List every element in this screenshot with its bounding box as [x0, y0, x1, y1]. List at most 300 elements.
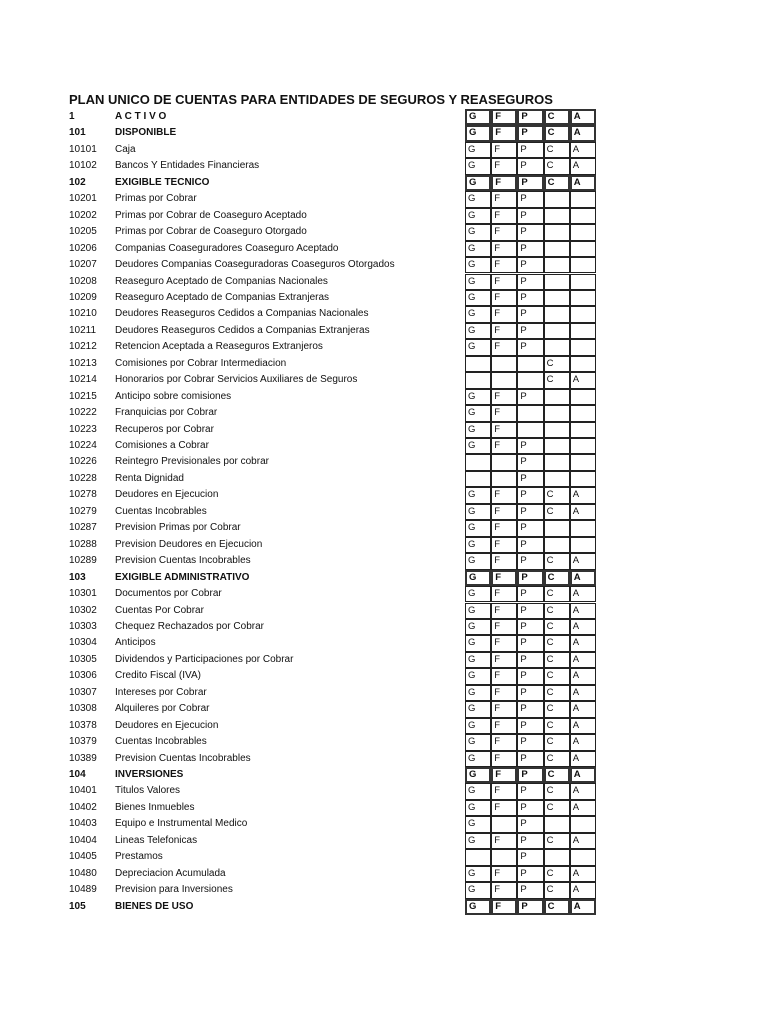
account-name: Caja — [115, 143, 136, 155]
flag-cell: A — [570, 899, 596, 915]
table-row — [0, 619, 768, 635]
flag-cell: G — [465, 816, 491, 832]
flag-cell: G — [465, 899, 491, 915]
flag-cell: P — [517, 487, 543, 503]
flag-cell — [491, 849, 517, 865]
flag-cell: G — [465, 257, 491, 273]
account-code: 10302 — [69, 604, 97, 616]
account-name: Reintegro Previsionales por cobrar — [115, 456, 269, 468]
account-code: 10305 — [69, 653, 97, 665]
flag-cell: P — [517, 224, 543, 240]
flag-cell: G — [465, 668, 491, 684]
table-row — [0, 833, 768, 849]
flag-cell: G — [465, 125, 491, 141]
account-code: 10404 — [69, 834, 97, 846]
flag-cell: P — [517, 635, 543, 651]
flag-cell: P — [517, 274, 543, 290]
account-code: 10403 — [69, 818, 97, 830]
flag-cell: C — [544, 833, 570, 849]
flag-cell: C — [544, 882, 570, 898]
flag-cell — [544, 438, 570, 454]
account-code: 10278 — [69, 489, 97, 501]
flag-cell: F — [491, 125, 517, 141]
flag-cell: C — [544, 734, 570, 750]
flag-cell: A — [570, 553, 596, 569]
account-name: Deudores Reaseguros Cedidos a Companias Extranjeras — [115, 324, 370, 336]
flag-cell — [570, 306, 596, 322]
account-name: Lineas Telefonicas — [115, 834, 198, 846]
entity-flags — [465, 570, 596, 586]
flag-cell: F — [491, 537, 517, 553]
flag-cell: G — [465, 241, 491, 257]
table-row — [0, 635, 768, 651]
table-row — [0, 257, 768, 273]
flag-cell: G — [465, 389, 491, 405]
table-row — [0, 158, 768, 174]
account-code: 10212 — [69, 341, 97, 353]
flag-cell: A — [570, 767, 596, 783]
flag-cell: G — [465, 701, 491, 717]
table-row — [0, 882, 768, 898]
flag-cell: P — [517, 504, 543, 520]
entity-flags — [465, 487, 596, 503]
account-code: 105 — [69, 900, 86, 912]
entity-flags — [465, 603, 596, 619]
flag-cell: P — [517, 257, 543, 273]
entity-flags — [465, 389, 596, 405]
flag-cell — [570, 290, 596, 306]
table-row — [0, 125, 768, 141]
flag-cell — [570, 274, 596, 290]
flag-cell: A — [570, 701, 596, 717]
account-code: 102 — [69, 176, 86, 188]
entity-flags — [465, 520, 596, 536]
account-code: 10287 — [69, 522, 97, 534]
flag-cell: P — [517, 668, 543, 684]
table-row — [0, 685, 768, 701]
flag-cell: G — [465, 422, 491, 438]
account-name: Renta Dignidad — [115, 472, 184, 484]
table-row — [0, 800, 768, 816]
flag-cell: C — [544, 586, 570, 602]
flag-cell: G — [465, 339, 491, 355]
table-row — [0, 487, 768, 503]
flag-cell: F — [491, 158, 517, 174]
flag-cell: P — [517, 125, 543, 141]
flag-cell: A — [570, 652, 596, 668]
flag-cell: G — [465, 603, 491, 619]
flag-cell: P — [517, 767, 543, 783]
flag-cell: G — [465, 438, 491, 454]
table-row — [0, 849, 768, 865]
flag-cell — [491, 454, 517, 470]
account-name: Prevision Deudores en Ejecucion — [115, 538, 263, 550]
account-name: EXIGIBLE ADMINISTRATIVO — [115, 571, 250, 583]
table-row — [0, 783, 768, 799]
flag-cell: F — [491, 290, 517, 306]
entity-flags — [465, 553, 596, 569]
table-row — [0, 389, 768, 405]
flag-cell: F — [491, 109, 517, 125]
account-code: 10489 — [69, 884, 97, 896]
table-row — [0, 570, 768, 586]
flag-cell: P — [517, 800, 543, 816]
account-code: 10222 — [69, 407, 97, 419]
flag-cell: P — [517, 570, 543, 586]
account-code: 10279 — [69, 505, 97, 517]
flag-cell: A — [570, 158, 596, 174]
account-code: 10226 — [69, 456, 97, 468]
flag-cell: P — [517, 685, 543, 701]
entity-flags — [465, 800, 596, 816]
account-code: 10228 — [69, 472, 97, 484]
account-name: Deudores en Ejecucion — [115, 489, 219, 501]
flag-cell: P — [517, 833, 543, 849]
flag-cell — [570, 323, 596, 339]
flag-cell: G — [465, 718, 491, 734]
entity-flags — [465, 849, 596, 865]
flag-cell: P — [517, 109, 543, 125]
flag-cell: F — [491, 520, 517, 536]
flag-cell: A — [570, 734, 596, 750]
entity-flags — [465, 208, 596, 224]
flag-cell — [517, 422, 543, 438]
flag-cell: C — [544, 158, 570, 174]
flag-cell: F — [491, 323, 517, 339]
flag-cell: G — [465, 323, 491, 339]
flag-cell: G — [465, 751, 491, 767]
account-name: DISPONIBLE — [115, 127, 177, 139]
flag-cell: P — [517, 783, 543, 799]
flag-cell — [544, 520, 570, 536]
flag-cell: F — [491, 899, 517, 915]
flag-cell: A — [570, 586, 596, 602]
flag-cell: F — [491, 833, 517, 849]
entity-flags — [465, 504, 596, 520]
account-name: Honorarios por Cobrar Servicios Auxiliares de Seguros — [115, 374, 358, 386]
account-name: Comisiones por Cobrar Intermediacion — [115, 357, 287, 369]
account-name: Franquicias por Cobrar — [115, 407, 218, 419]
flag-cell: F — [491, 274, 517, 290]
flag-cell: P — [517, 191, 543, 207]
entity-flags — [465, 241, 596, 257]
entity-flags — [465, 783, 596, 799]
flag-cell: G — [465, 158, 491, 174]
flag-cell — [570, 389, 596, 405]
flag-cell: C — [544, 635, 570, 651]
flag-cell: C — [544, 685, 570, 701]
flag-cell: F — [491, 800, 517, 816]
account-name: Primas por Cobrar — [115, 193, 197, 205]
flag-cell — [570, 849, 596, 865]
flag-cell: F — [491, 701, 517, 717]
flag-cell: P — [517, 619, 543, 635]
flag-cell — [570, 520, 596, 536]
account-name: Alquileres por Cobrar — [115, 703, 210, 715]
flag-cell: C — [544, 603, 570, 619]
table-row — [0, 751, 768, 767]
flag-cell — [544, 323, 570, 339]
table-row — [0, 718, 768, 734]
flag-cell: P — [517, 866, 543, 882]
flag-cell: G — [465, 800, 491, 816]
account-code: 101 — [69, 127, 86, 139]
entity-flags — [465, 652, 596, 668]
flag-cell: C — [544, 652, 570, 668]
flag-cell: P — [517, 142, 543, 158]
flag-cell: G — [465, 882, 491, 898]
entity-flags — [465, 882, 596, 898]
flag-cell: P — [517, 652, 543, 668]
entity-flags — [465, 899, 596, 915]
account-code: 10224 — [69, 440, 97, 451]
entity-flags — [465, 372, 596, 388]
flag-cell: G — [465, 175, 491, 191]
flag-cell: C — [544, 619, 570, 635]
flag-cell: C — [544, 899, 570, 915]
account-name: Chequez Rechazados por Cobrar — [115, 620, 264, 632]
flag-cell — [570, 257, 596, 273]
entity-flags — [465, 290, 596, 306]
flag-cell: F — [491, 422, 517, 438]
account-code: 10304 — [69, 637, 97, 649]
flag-cell: A — [570, 619, 596, 635]
flag-cell: F — [491, 586, 517, 602]
account-name: Reaseguro Aceptado de Companias Nacionales — [115, 275, 328, 287]
flag-cell: C — [544, 372, 570, 388]
table-row — [0, 306, 768, 322]
flag-cell: G — [465, 586, 491, 602]
flag-cell: C — [544, 800, 570, 816]
flag-cell: A — [570, 504, 596, 520]
flag-cell: A — [570, 668, 596, 684]
flag-cell — [570, 191, 596, 207]
flag-cell: A — [570, 372, 596, 388]
flag-cell: G — [465, 570, 491, 586]
flag-cell: P — [517, 454, 543, 470]
flag-cell: C — [544, 504, 570, 520]
flag-cell: F — [491, 224, 517, 240]
flag-cell: G — [465, 405, 491, 421]
table-row — [0, 274, 768, 290]
flag-cell: A — [570, 635, 596, 651]
table-row — [0, 241, 768, 257]
entity-flags — [465, 586, 596, 602]
flag-cell: F — [491, 142, 517, 158]
flag-cell: C — [544, 487, 570, 503]
entity-flags — [465, 191, 596, 207]
account-code: 10102 — [69, 160, 97, 172]
account-code: 10401 — [69, 785, 97, 797]
flag-cell: G — [465, 306, 491, 322]
table-row — [0, 586, 768, 602]
flag-cell — [465, 356, 491, 372]
account-code: 10213 — [69, 357, 97, 369]
flag-cell: F — [491, 389, 517, 405]
entity-flags — [465, 685, 596, 701]
flag-cell — [544, 191, 570, 207]
flag-cell — [491, 816, 517, 832]
account-name: BIENES DE USO — [115, 900, 194, 912]
account-code: 10201 — [69, 193, 97, 205]
entity-flags — [465, 356, 596, 372]
flag-cell: P — [517, 586, 543, 602]
flag-cell — [491, 356, 517, 372]
flag-cell: P — [517, 520, 543, 536]
table-row — [0, 109, 768, 125]
account-name: A C T I V O — [115, 111, 167, 122]
entity-flags — [465, 158, 596, 174]
flag-cell: P — [517, 323, 543, 339]
table-row — [0, 356, 768, 372]
entity-flags — [465, 125, 596, 141]
account-code: 10205 — [69, 226, 97, 238]
flag-cell: G — [465, 767, 491, 783]
account-code: 10210 — [69, 308, 97, 320]
account-name: Deudores Reaseguros Cedidos a Companias Nacionales — [115, 308, 369, 320]
table-row — [0, 191, 768, 207]
flag-cell: P — [517, 290, 543, 306]
account-name: Credito Fiscal (IVA) — [115, 670, 201, 682]
account-code: 10215 — [69, 390, 97, 402]
flag-cell: C — [544, 109, 570, 125]
flag-cell: C — [544, 175, 570, 191]
entity-flags — [465, 619, 596, 635]
entity-flags — [465, 718, 596, 734]
flag-cell: F — [491, 866, 517, 882]
entity-flags — [465, 471, 596, 487]
table-row — [0, 767, 768, 783]
flag-cell — [544, 849, 570, 865]
flag-cell: A — [570, 570, 596, 586]
flag-cell — [570, 405, 596, 421]
flag-cell: C — [544, 751, 570, 767]
flag-cell: F — [491, 603, 517, 619]
flag-cell: G — [465, 487, 491, 503]
flag-cell: P — [517, 241, 543, 257]
account-name: Depreciacion Acumulada — [115, 867, 226, 879]
account-code: 10202 — [69, 209, 97, 221]
flag-cell — [570, 438, 596, 454]
table-row — [0, 668, 768, 684]
flag-cell: G — [465, 652, 491, 668]
account-code: 10379 — [69, 736, 97, 748]
entity-flags — [465, 833, 596, 849]
flag-cell: A — [570, 125, 596, 141]
flag-cell: F — [491, 504, 517, 520]
table-row — [0, 224, 768, 240]
flag-cell: P — [517, 603, 543, 619]
account-name: Prevision Cuentas Incobrables — [115, 555, 251, 567]
flag-cell: F — [491, 487, 517, 503]
account-name: Primas por Cobrar de Coaseguro Otorgado — [115, 226, 307, 238]
flag-cell — [570, 241, 596, 257]
flag-cell: C — [544, 553, 570, 569]
flag-cell: G — [465, 208, 491, 224]
account-name: Prestamos — [115, 851, 163, 863]
table-row — [0, 652, 768, 668]
account-code: 104 — [69, 769, 86, 780]
flag-cell: F — [491, 241, 517, 257]
table-row — [0, 323, 768, 339]
flag-cell — [570, 454, 596, 470]
entity-flags — [465, 175, 596, 191]
account-name: Titulos Valores — [115, 785, 181, 797]
flag-cell: P — [517, 899, 543, 915]
flag-cell: F — [491, 553, 517, 569]
flag-cell: C — [544, 668, 570, 684]
account-name: Prevision para Inversiones — [115, 884, 233, 896]
flag-cell — [544, 339, 570, 355]
account-name: Dividendos y Participaciones por Cobrar — [115, 653, 294, 665]
flag-cell: G — [465, 290, 491, 306]
flag-cell: C — [544, 356, 570, 372]
entity-flags — [465, 537, 596, 553]
flag-cell: P — [517, 882, 543, 898]
flag-cell: F — [491, 405, 517, 421]
account-name: Cuentas Incobrables — [115, 736, 207, 748]
flag-cell: F — [491, 718, 517, 734]
flag-cell: F — [491, 882, 517, 898]
entity-flags — [465, 257, 596, 273]
account-name: Documentos por Cobrar — [115, 588, 222, 600]
flag-cell: P — [517, 553, 543, 569]
account-name: Prevision Primas por Cobrar — [115, 522, 241, 534]
account-code: 10289 — [69, 555, 97, 567]
entity-flags — [465, 767, 596, 783]
flag-cell: P — [517, 339, 543, 355]
flag-cell — [544, 274, 570, 290]
table-row — [0, 553, 768, 569]
account-code: 10288 — [69, 538, 97, 550]
flag-cell: P — [517, 175, 543, 191]
flag-cell: G — [465, 142, 491, 158]
flag-cell: G — [465, 191, 491, 207]
entity-flags — [465, 438, 596, 454]
account-code: 10207 — [69, 259, 97, 271]
entity-flags — [465, 816, 596, 832]
flag-cell: G — [465, 833, 491, 849]
flag-cell: P — [517, 751, 543, 767]
flag-cell: A — [570, 603, 596, 619]
entity-flags — [465, 274, 596, 290]
account-name: Reaseguro Aceptado de Companias Extranjeras — [115, 291, 330, 303]
entity-flags — [465, 142, 596, 158]
flag-cell — [465, 372, 491, 388]
account-code: 10206 — [69, 242, 97, 254]
flag-cell — [544, 454, 570, 470]
account-code: 10209 — [69, 291, 97, 303]
flag-cell — [517, 405, 543, 421]
flag-cell: C — [544, 783, 570, 799]
table-row — [0, 372, 768, 388]
entity-flags — [465, 668, 596, 684]
table-row — [0, 438, 768, 454]
flag-cell: F — [491, 191, 517, 207]
flag-cell: G — [465, 553, 491, 569]
account-name: Comisiones a Cobrar — [115, 440, 209, 451]
flag-cell: A — [570, 175, 596, 191]
flag-cell: C — [544, 125, 570, 141]
account-name: Retencion Aceptada a Reaseguros Extranjeros — [115, 341, 323, 353]
table-row — [0, 175, 768, 191]
table-row — [0, 603, 768, 619]
flag-cell: A — [570, 751, 596, 767]
account-code: 10389 — [69, 752, 97, 764]
account-code: 10306 — [69, 670, 97, 682]
flag-cell: G — [465, 224, 491, 240]
account-name: Bienes Inmuebles — [115, 801, 195, 813]
